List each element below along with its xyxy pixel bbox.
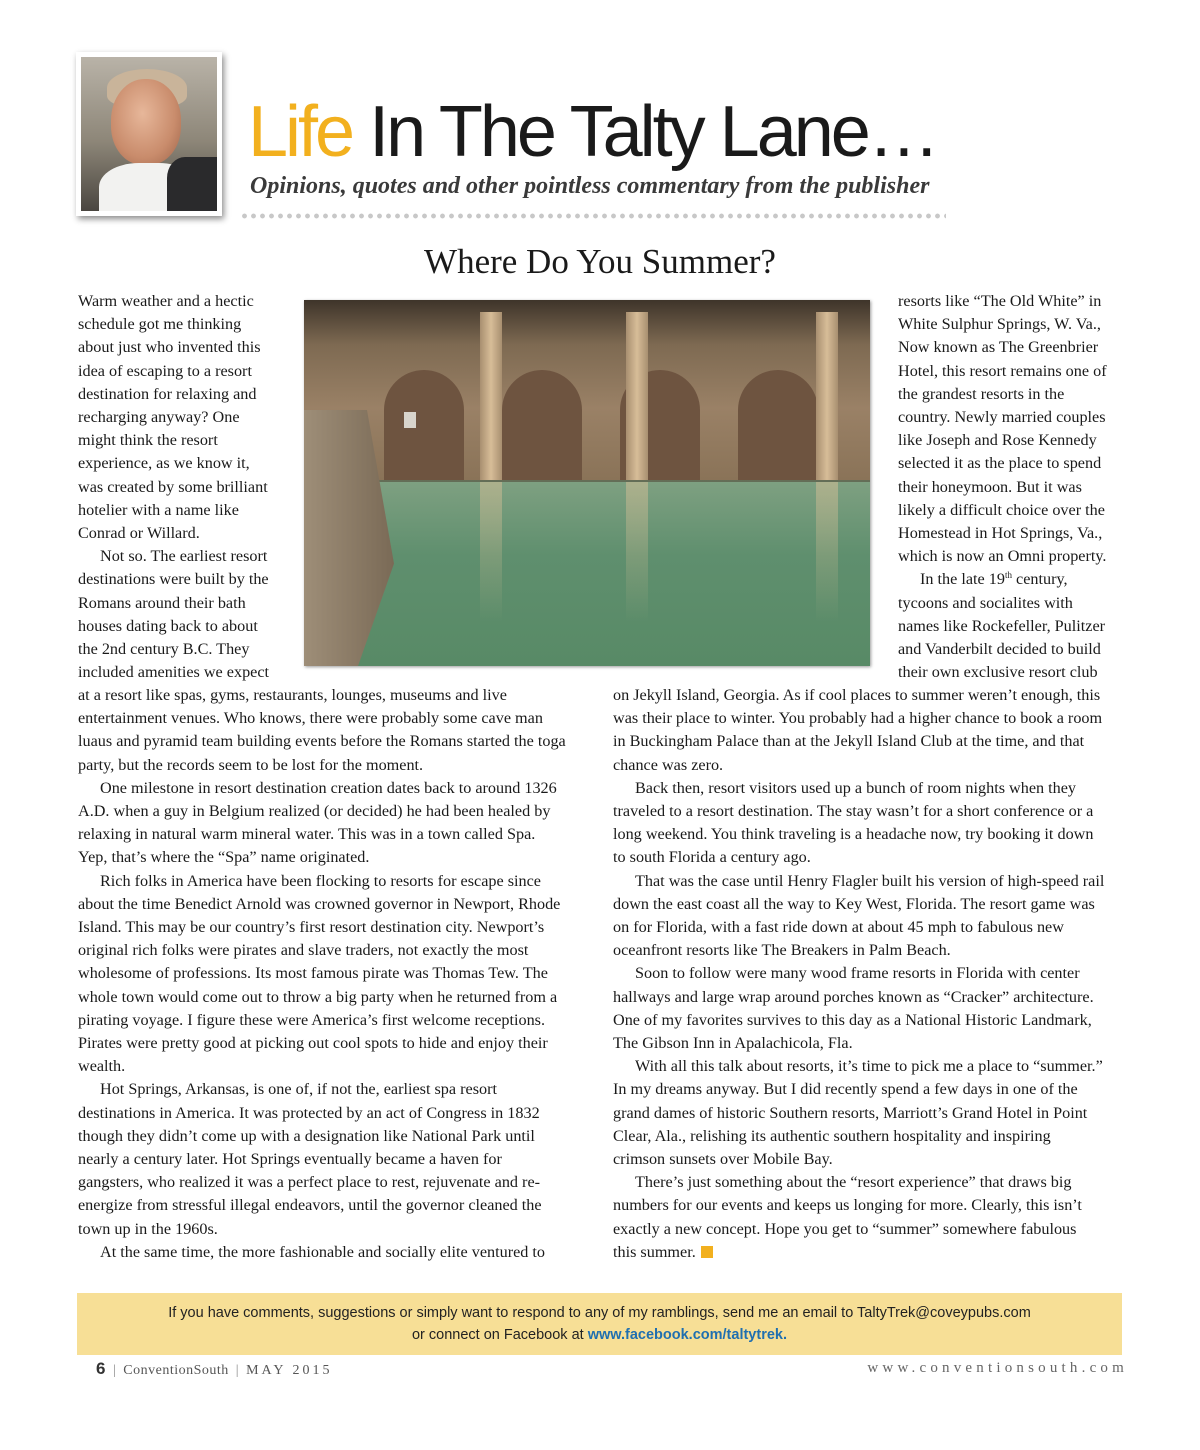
roman-bath-photo <box>304 300 870 666</box>
paragraph: Back then, resort visitors used up a bunch of room nights when they traveled to a resort destination. The stay wasn’t for a short conference or a long weekend. You think traveling is a headache now, try booking it down to south Florida a century ago. <box>613 778 1094 867</box>
magazine-name: ConventionSouth <box>123 1363 229 1378</box>
end-mark-icon <box>701 1246 713 1258</box>
column-title <box>248 92 937 172</box>
article-headline: Where Do You Summer? <box>424 242 776 281</box>
article-right-column <box>613 684 1133 1264</box>
paragraph: at a resort like spas, gyms, restaurants, lounges, museums and live entertainment venues. Who knows, there were probably some cave man luaus and pyramid team building events before the Romans started the toga party, but the records seem to be lost for the moment. <box>78 686 566 774</box>
column-title-rest: In The Talty Lane… <box>352 92 937 172</box>
article-right-top <box>898 290 1130 684</box>
dotted-divider <box>240 213 946 219</box>
column-title-accent: Life <box>248 92 353 172</box>
superscript: th <box>1004 570 1012 581</box>
paragraph: There’s just something about the “resort experience” that draws big numbers for our events and keeps us longing for more. Clearly, this isn’t exactly a new concept. Hope you get to “summer” somewhere fabulous this summer. <box>613 1173 1082 1261</box>
paragraph: on Jekyll Island, Georgia. As if cool places to summer weren’t enough, this was their place to winter. You probably had a higher chance to book a room in Buckingham Palace than at the Jekyll Island Club at the time, and that chance was zero. <box>613 686 1103 774</box>
paragraph: resorts like “The Old White” in White Sulphur Springs, W. Va., Now known as The Greenbrier Hotel, this resort remains one of the grandest resorts in the country. Newly married couples like Joseph and Rose Kennedy selected it as the place to spend their honeymoon. But it was likely a difficult choice over the Homestead in Hot Springs, Va., which is now an Omni property. <box>898 292 1107 566</box>
issue-date: MAY 2015 <box>246 1363 333 1378</box>
paragraph: One milestone in resort destination creation dates back to around 1326 A.D. when a guy in Belgium realized (or decided) he had been healed by relaxing in natural warm mineral water. This was in a town called Spa. Yep, that’s where the “Spa” name originated. <box>78 778 557 867</box>
paragraph: That was the case until Henry Flagler built his version of high-speed rail down the east coast all the way to Key West, Florida. The resort game was on for Florida, with a fast ride down at about 45 mph to fabulous new oceanfront resorts like The Breakers in Palm Beach. <box>613 871 1105 960</box>
contact-box <box>77 1293 1122 1355</box>
contact-line: or connect on Facebook at www.facebook.com/taltytrek. <box>411 1327 788 1343</box>
article-left-column <box>78 684 598 1264</box>
publisher-portrait <box>76 52 222 216</box>
website-url[interactable]: www.conventionsouth.com <box>867 1360 1128 1376</box>
paragraph: Not so. The earliest resort destinations were built by the Romans around their bath houses dating back to about the 2nd century B.C. They included amenities we expect <box>78 547 270 682</box>
article-left-top <box>78 290 298 684</box>
page-number: 6 <box>96 1359 106 1378</box>
contact-line: If you have comments, suggestions or simply want to respond to any of my ramblings, send me an email to TaltyTrek@coveypubs.com <box>168 1305 1031 1321</box>
paragraph: Hot Springs, Arkansas, is one of, if not the, earliest spa resort destinations in America. It was protected by an act of Congress in 1832 though they didn’t come up with a designation like National Park until nearly a century later. Hot Springs eventually became a haven for gangsters, who realized it was a perfect place to rest, rejuvenate and re- energize from stressful illegal endeavors, until the governor cleaned the town up in the 1960s. <box>78 1080 542 1238</box>
paragraph: Soon to follow were many wood frame resorts in Florida with center hallways and large wrap around porches known as “Cracker” architecture. One of my favorites survives to this day as a National Historic Landmark, The Gibson Inn in Apalachicola, Fla. <box>613 964 1094 1053</box>
facebook-link[interactable]: www.facebook.com/taltytrek. <box>587 1327 788 1343</box>
paragraph: Rich folks in America have been flocking to resorts for escape since about the time Benedict Arnold was crowned governor in Newport, Rhode Island. This may be our country’s first resort destination city. Newport’s original rich folks were pirates and slave traders, not exactly the most wholesome of professions. Its most famous pirate was Thomas Tew. The whole town would come out to throw a big party when he returned from a pirating voyage. I figure these were America’s first welcome receptions. Pirates were pretty good at picking out cool spots to hide and enjoy their wealth. <box>78 871 561 1076</box>
column-subtitle: Opinions, quotes and other pointless commentary from the publisher <box>250 173 930 199</box>
paragraph: Warm weather and a hectic schedule got me thinking about just who invented this idea of escaping to a resort destination for relaxing and recharging anyway? One might think the resort experience, as we know it, was created by some brilliant hotelier with a name like Conrad or Willard. <box>78 292 268 543</box>
paragraph: With all this talk about resorts, it’s time to pick me a place to “summer.” In my dreams anyway. But I did recently spend a few days in one of the grand dames of historic Southern resorts, Marriott’s Grand Hotel in Point Clear, Ala., relishing its authentic southern hospitality and inspiring crimson sunsets over Mobile Bay. <box>613 1057 1103 1169</box>
page-folio: 6 | ConventionSouth | MAY 2015 <box>96 1359 333 1378</box>
paragraph: In the late 19th century, tycoons and socialites with names like Rockefeller, Pulitzer and Vanderbilt decided to build their own exclusive resort club <box>898 570 1106 682</box>
paragraph: At the same time, the more fashionable and socially elite ventured to <box>100 1242 546 1261</box>
